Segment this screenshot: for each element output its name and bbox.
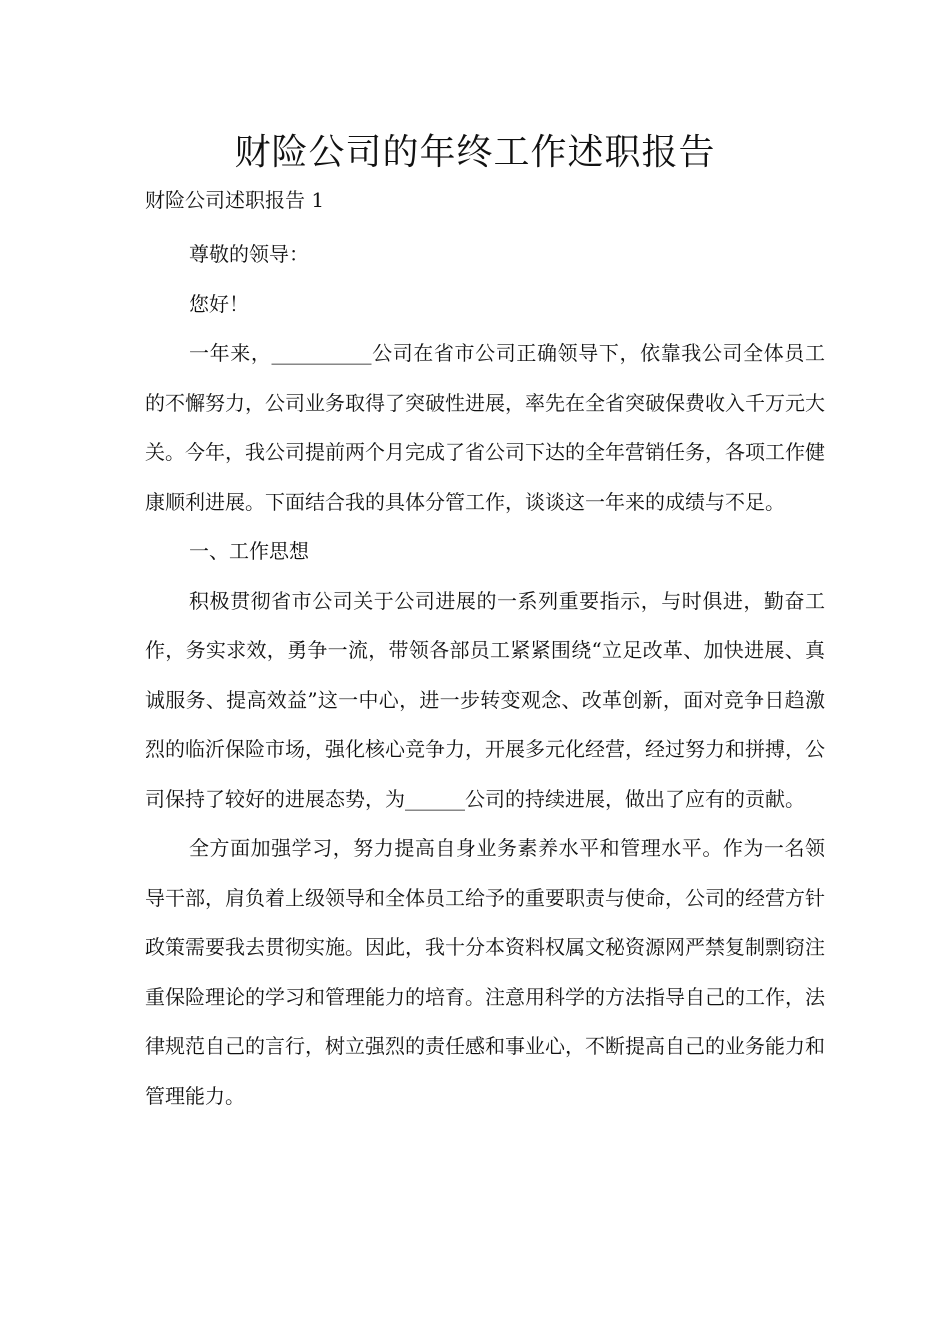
salutation: 尊敬的领导： (189, 242, 309, 266)
paragraph-study: 全方面加强学习，努力提高自身业务素养水平和管理水平。作为一名领导干部，肩负着上级领导和全体员工给予的重要职责与使命，公司的经营方针政策需要我去贯彻实施。因此，我十分本资料权属文秘资源网严禁复制剽窃注重保险理论的学习和管理能力的培育。注意用科学的方法指导自己的工作，法律规范自己的言行，树立强烈的责任感和事业心，不断提高自己的业务能力和管理能力。 (145, 836, 825, 1108)
document-subtitle: 财险公司述职报告 1 (145, 188, 325, 212)
paragraph-work-thought: 积极贯彻省市公司关于公司进展的一系列重要指示，与时俱进，勤奋工作，务实求效，勇争一流，带领各部员工紧紧围绕“立足改革、加快进展、真诚服务、提高效益”这一中心，进一步转变观念、改革创新，面对竞争日趋激烈的临沂保险市场，强化核心竞争力，开展多元化经营，经过努力和拼搏，公司保持了较好的进展态势，为______公司的持续进展，做出了应有的贡献。 (145, 588, 825, 811)
greeting: 您好！ (189, 291, 249, 316)
section-heading-work-thought: 一、工作思想 (189, 539, 309, 563)
document-title: 财险公司的年终工作述职报告 (234, 132, 716, 173)
document-body (145, 230, 825, 1121)
paragraph-intro: 一年来，__________公司在省市公司正确领导下，依靠我公司全体员工的不懈努力，公司业务取得了突破性进展，率先在全省突破保费收入千万元大关。今年，我公司提前两个月完成了省公司下达的全年营销任务，各项工作健康顺利进展。下面结合我的具体分管工作，谈谈这一年来的成绩与不足。 (145, 341, 825, 514)
